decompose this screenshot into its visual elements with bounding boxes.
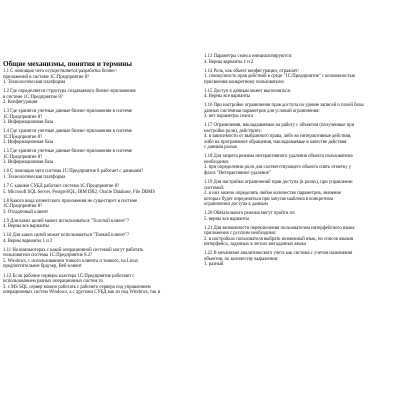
question-item — [3, 169, 195, 180]
question-text: 1.9 Для каких целей может использоваться "Толстый клиент"? — [3, 218, 129, 224]
question-item — [204, 123, 396, 151]
answer-text: 5. Windows, с использованием тонкого клиента и тонкого, на Linux предпочтительнее браузер, Веб-клиент — [3, 258, 139, 270]
question-item — [204, 180, 396, 208]
answer-text: 3. с MS SQL сервер можно работать с рабочего сервера под управлением операционных систем Windows, а с другими СУБД как из под Windows, так и — [3, 284, 161, 296]
question-item — [3, 219, 195, 230]
question-item — [204, 103, 396, 120]
question-text: 1.19 Для настройки ограничений прав доступа (в ролях), при управлении системой: — [204, 180, 353, 191]
answer-text: 4. Верны все варианты — [3, 224, 50, 230]
question-text: 1.8 Какого вида клиентского приложения не существует в системе 1С:Предприятие 8? — [3, 198, 138, 210]
answer-text: 3. Отладочный клиент — [3, 209, 49, 215]
question-text: 1.2 Где определяется структура создаваемого бизнес-приложения в системе 1С:Предприятие 8? — [3, 89, 136, 100]
question-item — [204, 154, 396, 176]
question-item — [3, 69, 195, 86]
question-item — [3, 89, 195, 106]
question-item — [204, 211, 396, 222]
answer-text: 5. верны все варианты — [204, 216, 250, 222]
question-text: 1.3 Где хранятся учетные данные бизнес-приложения в системе 1С:Предприятие 8? — [3, 109, 133, 120]
answer-text: 2. в них можно определять любое количество параметров, значение которых будет определяться при запуске шаблона в конкретном ограничении доступа к данным — [204, 191, 342, 208]
question-text: 1.7 С какими СУБД работает система 1С:Предприятие 8? — [3, 184, 120, 190]
answer-text: 4. Верны варианты 1 и 2 — [3, 238, 53, 244]
question-text: 1.16 При настройке ограничения прав доступа на уровне записей и полей базы данных системная параметров для условий ограничения: — [204, 103, 364, 114]
left-column — [3, 60, 195, 299]
answer-text: 4. Верны варианты 1 и 2 — [204, 59, 254, 65]
question-text: 1.18 Для запрета режима интерактивного удаления объекта пользователю необходимо: — [204, 154, 353, 165]
question-text: 1.13 Параметры сеанса инициализируются: — [204, 54, 293, 59]
question-item — [204, 251, 396, 268]
question-item — [204, 226, 396, 248]
question-text: 1.10 Для каких целей может использоваться "Тонкий клиент"? — [3, 233, 130, 239]
question-item — [3, 233, 195, 244]
answer-text: 1. совокупность прав действий в среде "1С:Предприятие" с возможностью присвоения конкретному пользователю — [204, 74, 356, 85]
question-text: 1.5 Где хранятся учетные данные бизнес-приложения в системе 1С:Предприятие 8? — [3, 149, 133, 160]
question-text: 1.20 Обязательного режима могут пройти из: — [204, 211, 296, 217]
answer-text: 1. Технологическая платформа — [3, 174, 66, 180]
question-item — [204, 89, 396, 100]
answer-text: 3. Информационная база — [3, 160, 54, 166]
question-text: 1.1 С помощью чего осуществляется разработка бизнес- приложений в системе 1С:Предприятие 8? — [3, 69, 118, 80]
answer-text: 3. при определении роли для соответствующего объекта снять отметку у флага "Интерактивное удаление" — [204, 165, 352, 176]
question-item — [3, 149, 195, 166]
question-item — [204, 69, 396, 86]
question-item — [3, 248, 195, 270]
question-item — [3, 129, 195, 146]
answer-text: 5. Microsoft SQL Server, PostgreSQL, IBM DB2, Oracle Database, File DBMS — [3, 189, 156, 195]
question-text: 1.14 Роль, как объект конфигурации, отражает: — [204, 68, 300, 74]
question-item — [3, 274, 195, 296]
question-text: 1.6 С помощью чего система 1С:Предприятие 8 работает с данными? — [3, 169, 144, 175]
answer-text: 3. Информационная база — [3, 120, 54, 126]
answer-text: 3. нет параметры сеанса — [204, 114, 254, 120]
right-column — [204, 54, 396, 271]
section-heading: Общие механизмы, понятия и термины — [3, 60, 133, 68]
question-text: 1.17 Ограничения, накладываемые на работу с объектом (полученные при настройке роли), действуют: — [204, 123, 355, 134]
question-text: 1.21 Для возможности переключения пользователем интерфейсного языка приложения с русским необходимо: — [204, 225, 355, 237]
question-item — [3, 184, 195, 195]
answer-text: 2. Конфигурация — [3, 100, 38, 106]
answer-text: 4. Верны все варианты — [204, 94, 251, 100]
question-text: 1.22 В механизме аналитического учета как система с учетом назначения объектов, по количеству выражения: — [204, 251, 353, 262]
question-item — [3, 199, 195, 216]
question-item — [3, 109, 195, 126]
question-text: 1.11 На компьютерах с какой операционной системой могут работать пользователи системы 1С:Предприятие 8.2? — [3, 247, 144, 259]
answer-text: 2. в настройках пользователя выбрать возможный язык, но список языков интерфейса, заданных в легких метаданных языка — [204, 236, 354, 248]
question-text: 1.4 Где хранятся учетные данные бизнес-приложения в системе 1С:Предприятие 8? — [3, 129, 133, 140]
question-text: 1.15 Доступ к данным может выполняться: — [204, 88, 292, 94]
answer-text: 4. в зависимости от выбранного права, либо во интерактивные действия, либо на программное обращения, накладываемые в качестве действия с данным ролью — [204, 134, 352, 151]
question-text: 1.12 Если рабочие серверы кластера 1С:Предприятие работают с использованием разных операционных систем то — [3, 273, 135, 285]
answer-text: 3. Информационная база — [3, 140, 54, 146]
question-item — [204, 54, 396, 65]
answer-text: 1. Технологическая платформа — [3, 80, 66, 85]
answer-text: 1. разный — [204, 262, 224, 268]
